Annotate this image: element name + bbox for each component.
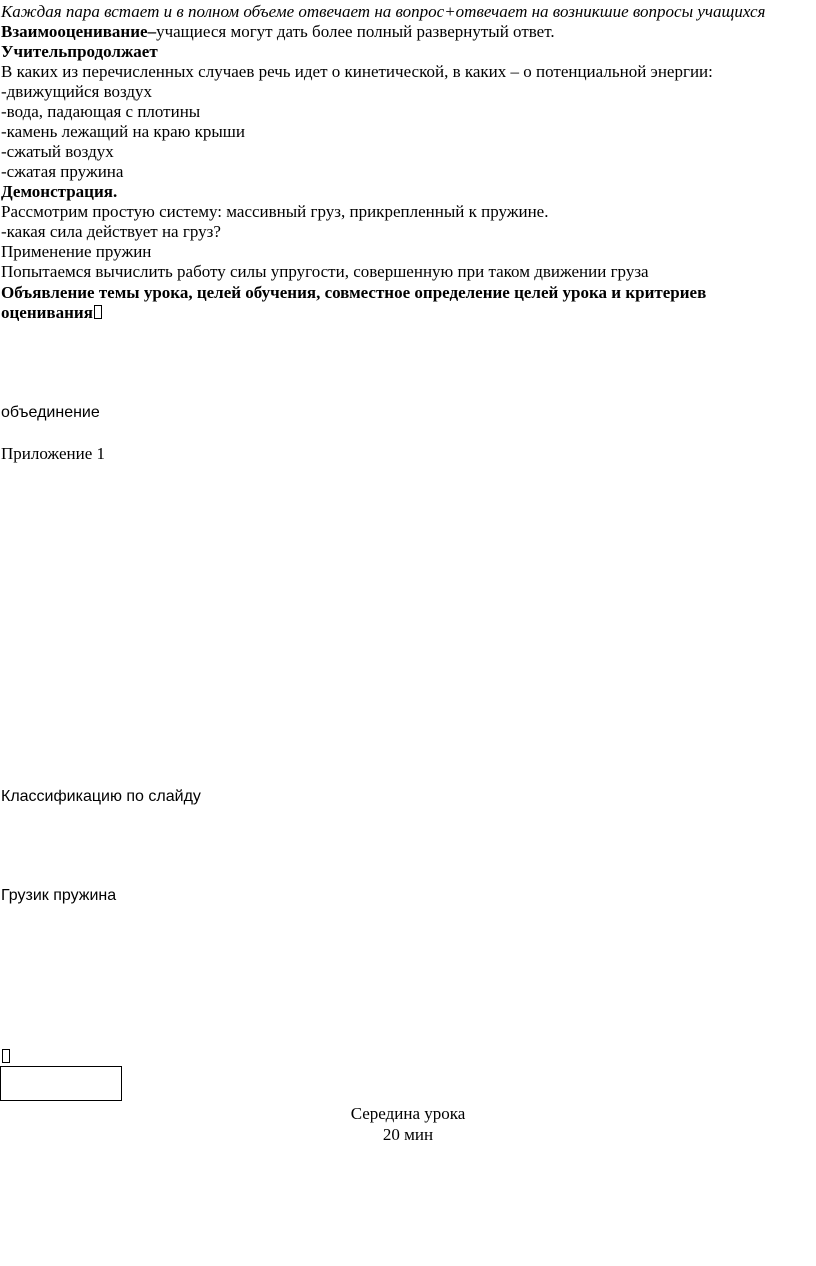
mutual-assessment-line (1, 22, 555, 42)
list-item: -камень лежащий на краю крыши (1, 122, 245, 141)
missing-glyph-icon (2, 1049, 10, 1063)
lesson-topic-heading: Объявление темы урока, целей обучения, совместное определение целей урока и критериев (1, 283, 707, 302)
stage-duration: 20 мин (382, 1125, 434, 1144)
lesson-stage: Середина урока (350, 1104, 466, 1123)
classification-note: Классификацию по слайду (1, 788, 201, 805)
demonstration-heading: Демонстрация. (1, 182, 118, 201)
union-note: объединение (1, 404, 100, 421)
list-item: -вода, падающая с плотины (1, 102, 201, 121)
intro-line: Каждая пара встает и в полном объеме отвечает на вопрос+отвечает на возникшие вопросы учащихся (1, 2, 766, 21)
springs-application: Применение пружин (1, 242, 152, 261)
list-item: -сжатый воздух (1, 142, 114, 161)
system-description: Рассмотрим простую систему: массивный груз, прикрепленный к пружине. (1, 202, 549, 221)
energy-question: В каких из перечисленных случаев речь идет о кинетической, в каких – о потенциальной энергии: (1, 62, 713, 81)
weight-spring-note: Грузик пружина (1, 887, 117, 904)
lesson-topic-heading-cont (1, 303, 102, 323)
missing-glyph-icon (94, 305, 102, 319)
mutual-assessment-text: учащиеся могут дать более полный развернутый ответ. (156, 22, 555, 41)
list-item: -движущийся воздух (1, 82, 153, 101)
empty-cell (0, 1066, 122, 1101)
work-calculation: Попытаемся вычислить работу силы упругости, совершенную при таком движении груза (1, 262, 649, 281)
mutual-assessment-label: Взаимооценивание– (1, 22, 157, 41)
appendix-note: Приложение 1 (1, 444, 105, 463)
force-question: -какая сила действует на груз? (1, 222, 221, 241)
list-item: -сжатая пружина (1, 162, 124, 181)
assessment-word: оценивания (1, 303, 93, 322)
teacher-continues-heading: Учительпродолжает (1, 42, 158, 61)
